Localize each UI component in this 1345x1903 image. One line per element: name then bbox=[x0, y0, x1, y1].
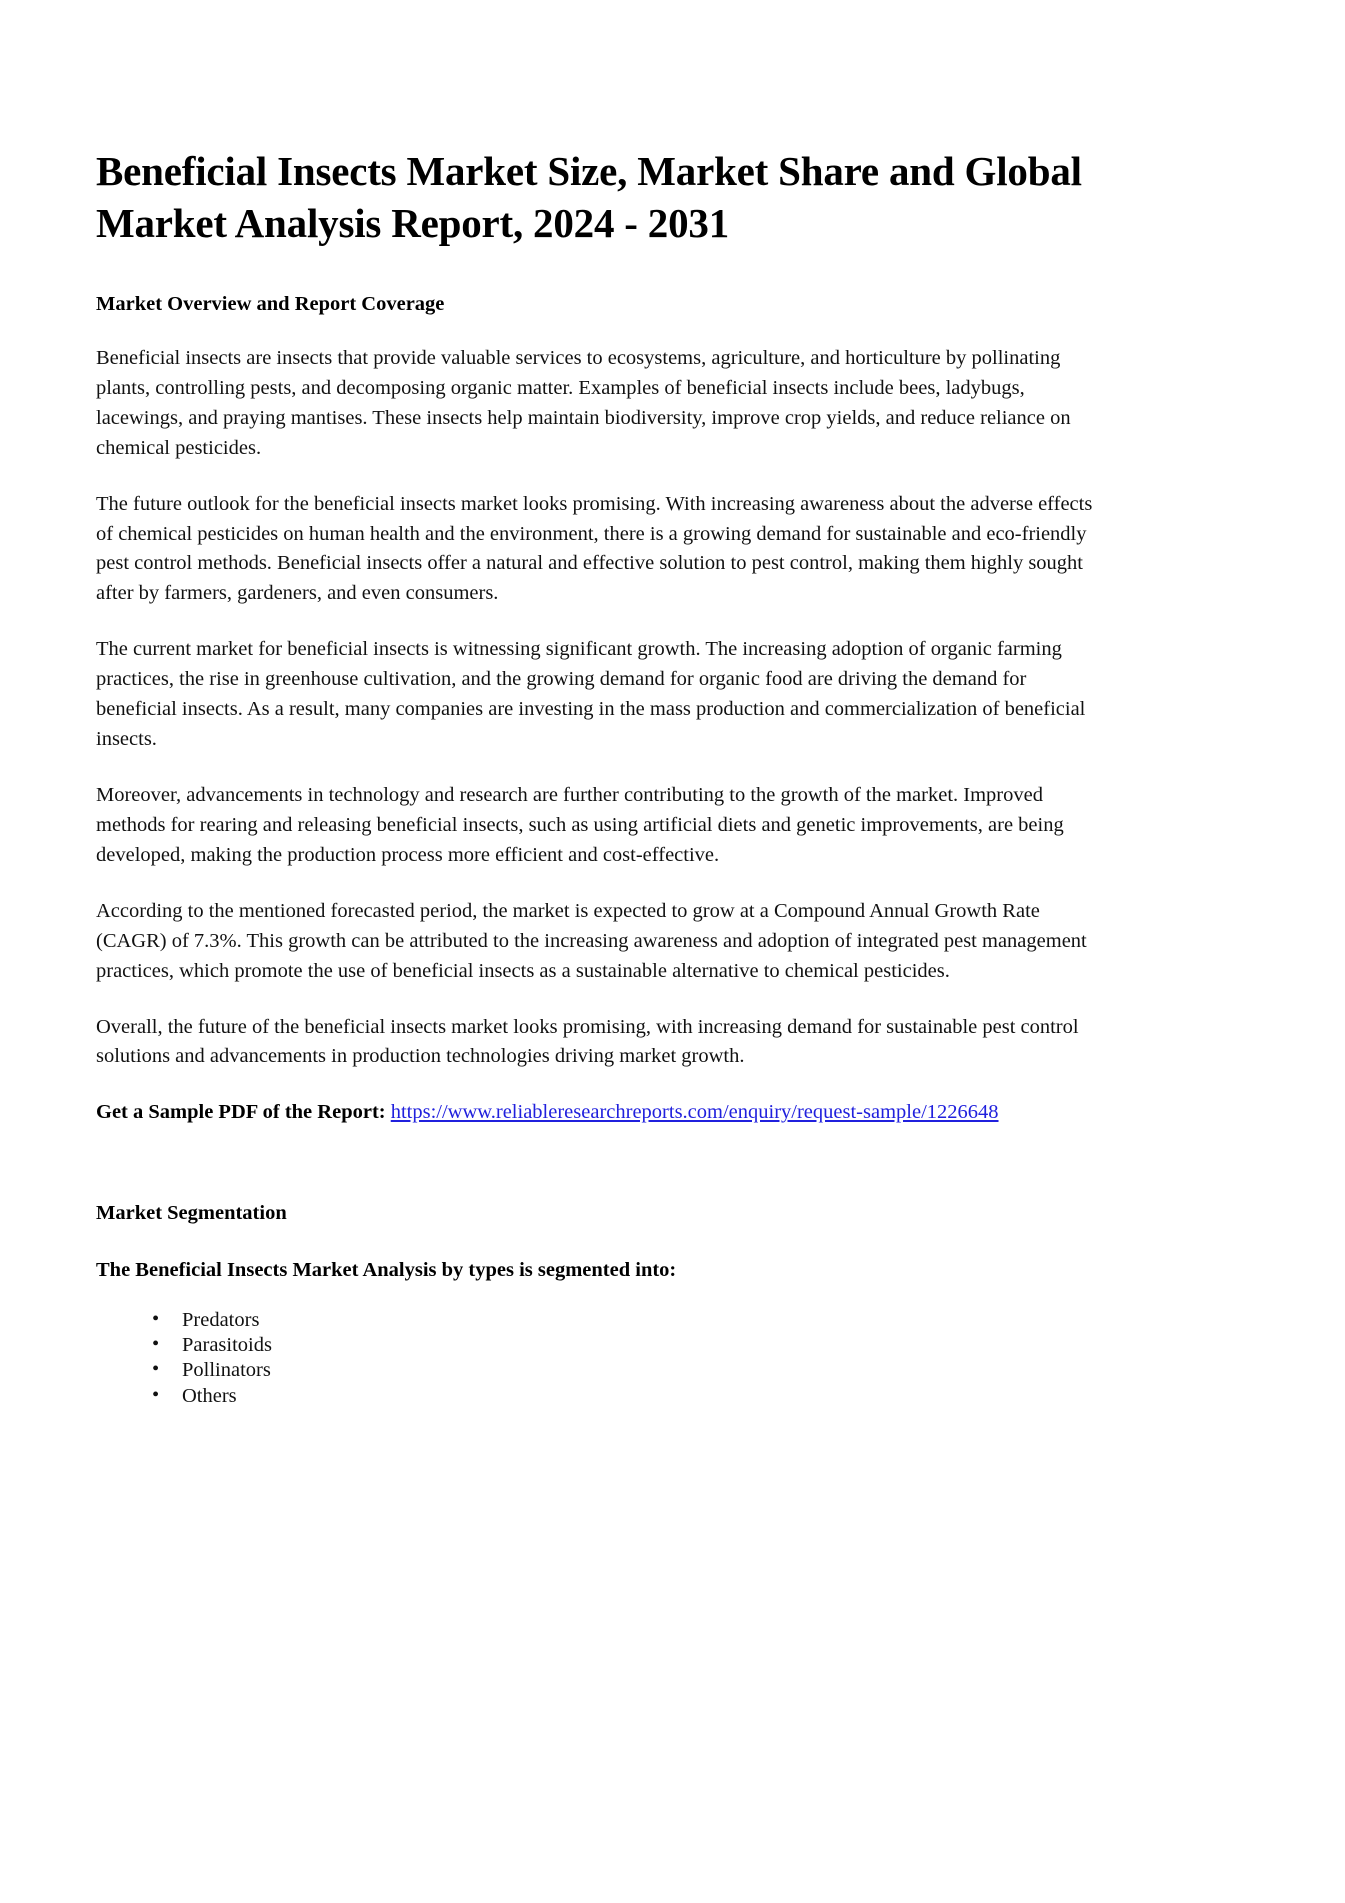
segment-types-list bbox=[96, 1308, 1096, 1410]
page-title: Beneficial Insects Market Size, Market Share and Global Market Analysis Report, 2024 - 2031 bbox=[96, 148, 1082, 246]
subheading-types-segmented: The Beneficial Insects Market Analysis by types is segmented into: bbox=[96, 1258, 677, 1281]
sample-pdf-block bbox=[96, 1098, 1096, 1128]
sample-pdf-label: Get a Sample PDF of the Report: bbox=[96, 1101, 391, 1124]
paragraph-technology: Moreover, advancements in technology and research are further contributing to the growth of the market. Improved methods for rearing and releasing beneficial insects, such as using artificial diets and genetic improvements, are being developed, making the production process more efficient and cost-effective. bbox=[96, 784, 1064, 866]
paragraph-current-market: The current market for beneficial insects is witnessing significant growth. The increasing adoption of organic farming practices, the rise in greenhouse cultivation, and the growing demand for organic food are driving the demand for beneficial insects. As a result, many companies are investing in the mass production and commercialization of beneficial insects. bbox=[96, 638, 1086, 751]
paragraph-definition: Beneficial insects are insects that provide valuable services to ecosystems, agriculture, and horticulture by pollinating plants, controlling pests, and decomposing organic matter. Examples of beneficial insects include bees, ladybugs, lacewings, and praying mantises. These insects help maintain biodiversity, improve crop yields, and reduce reliance on chemical pesticides. bbox=[96, 346, 1071, 459]
list-item: • Others bbox=[152, 1384, 1096, 1409]
paragraph-future-outlook: The future outlook for the beneficial insects market looks promising. With increasing awareness about the adverse effects of chemical pesticides on human health and the environment, there is a growing demand for sustainable and eco-friendly pest control methods. Beneficial insects offer a natural and effective solution to pest control, making them highly sought after by farmers, gardeners, and even consumers. bbox=[96, 492, 1093, 605]
paragraph-cagr: According to the mentioned forecasted period, the market is expected to grow at a Compound Annual Growth Rate (CAGR) of 7.3%. This growth can be attributed to the increasing awareness and adoption of integrated pest management practices, which promote the use of beneficial insects as a sustainable alternative to chemical pesticides. bbox=[96, 899, 1087, 982]
section-heading-market-overview: Market Overview and Report Coverage bbox=[96, 293, 445, 316]
document-content bbox=[96, 146, 1096, 1409]
section-spacer bbox=[96, 1128, 1096, 1200]
list-item: • Parasitoids bbox=[152, 1333, 1096, 1358]
paragraph-overall: Overall, the future of the beneficial insects market looks promising, with increasing demand for sustainable pest control solutions and advancements in production technologies driving market growth. bbox=[96, 1015, 1079, 1068]
sample-pdf-link[interactable]: https://www.reliableresearchreports.com/enquiry/request-sample/1226648 bbox=[390, 1101, 999, 1124]
list-item: • Pollinators bbox=[152, 1358, 1096, 1383]
list-item: • Predators bbox=[152, 1308, 1096, 1333]
section-heading-market-segmentation: Market Segmentation bbox=[96, 1202, 287, 1225]
